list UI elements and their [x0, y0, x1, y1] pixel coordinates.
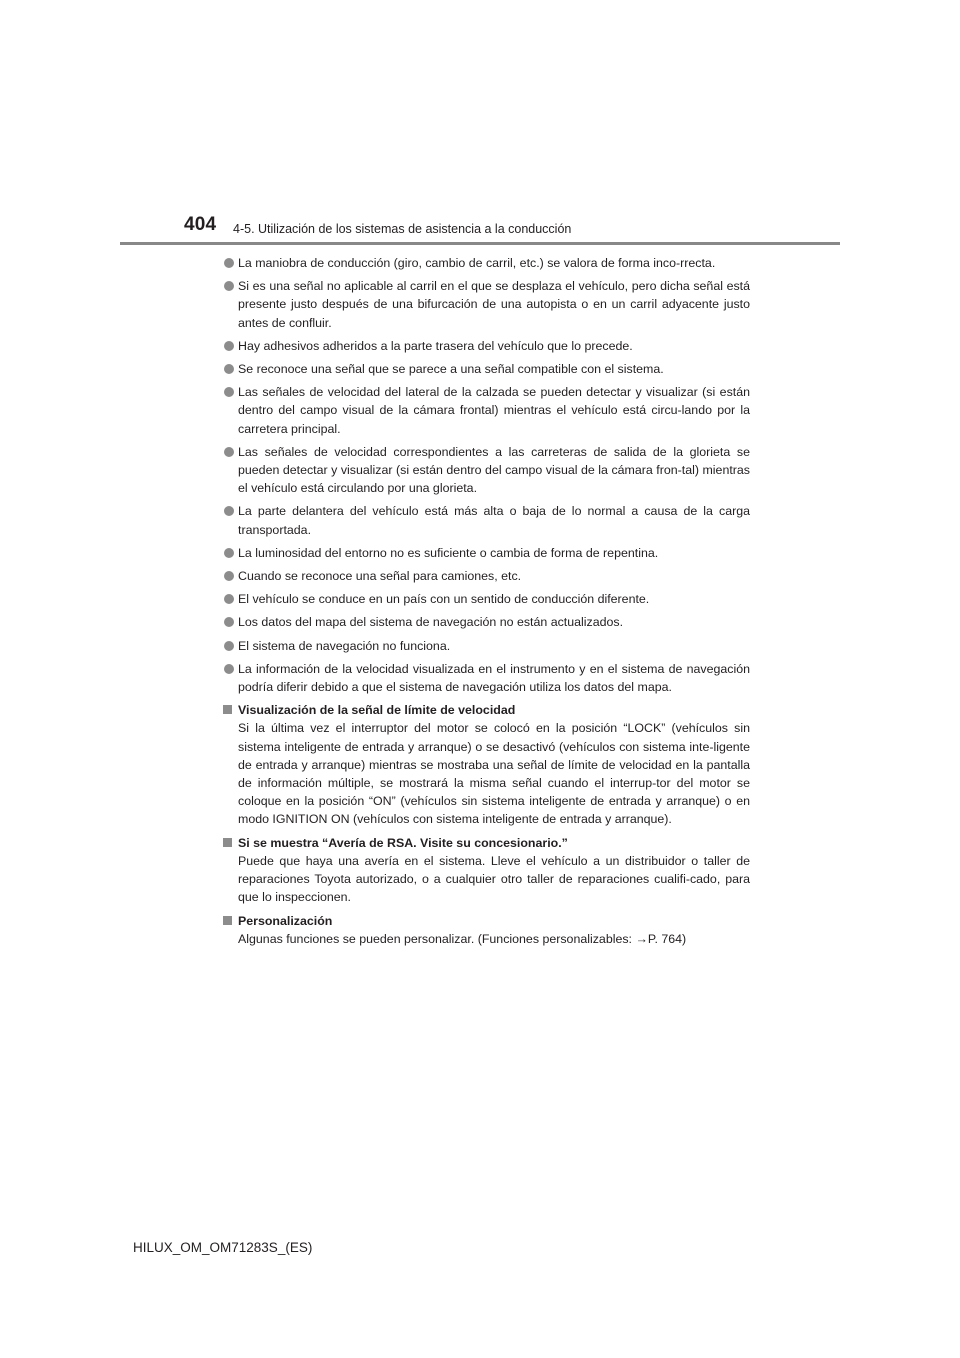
- bullet-text: Cuando se reconoce una señal para camiones, etc.: [238, 569, 522, 584]
- bullet-dot-icon: [224, 617, 234, 627]
- bullet-text: La parte delantera del vehículo está más alta o baja de lo normal a causa de la carga transportada.: [238, 504, 750, 537]
- bullet-item: [222, 360, 750, 378]
- bullet-text: La luminosidad del entorno no es suficiente o cambia de forma de repentina.: [238, 545, 659, 560]
- bullet-text: Las señales de velocidad del lateral de la calzada se pueden detectar y visualizar (si están dentro del campo visual de la cámara frontal) mientras el vehículo está circu-lando por la carretera principal.: [238, 385, 750, 436]
- bullet-item: [222, 383, 750, 438]
- bullet-dot-icon: [224, 281, 234, 291]
- page-content: [222, 254, 750, 953]
- bullet-dot-icon: [224, 571, 234, 581]
- bullet-text: Los datos del mapa del sistema de navegación no están actualizados.: [238, 615, 624, 630]
- bullet-dot-icon: [224, 364, 234, 374]
- bullet-dot-icon: [224, 641, 234, 651]
- bullet-text: Las señales de velocidad correspondientes a las carreteras de salida de la glorieta se pueden detectar y visualizar (si están dentro del campo visual de la cámara fron-tal) mientras el vehículo está circulando por una glorieta.: [238, 444, 750, 496]
- bullet-text: La maniobra de conducción (giro, cambio de carril, etc.) se valora de forma inco-rrecta.: [238, 256, 716, 270]
- square-bullet-icon: [223, 838, 232, 847]
- bullet-text: Hay adhesivos adheridos a la parte trasera del vehículo que lo precede.: [238, 338, 633, 353]
- bullet-item: [222, 544, 750, 562]
- sub-section-body: Puede que haya una avería en el sistema. Lleve el vehículo a un distribuidor o taller de reparaciones Toyota autorizado, o a cualquier otro taller de reparaciones cualifi-cado, para que lo inspeccionen.: [238, 853, 750, 905]
- bullet-text: Se reconoce una señal que se parece a una señal compatible con el sistema.: [238, 362, 664, 377]
- bullet-item: [222, 613, 750, 631]
- bullet-item: [222, 590, 750, 608]
- document-code: HILUX_OM_OM71283S_(ES): [133, 1240, 313, 1255]
- bullet-dot-icon: [224, 594, 234, 604]
- bullet-dot-icon: [224, 664, 234, 674]
- square-bullet-icon: [223, 916, 232, 925]
- bullet-item: [222, 660, 750, 696]
- bullet-dot-icon: [224, 341, 234, 351]
- bullet-item: [222, 443, 750, 498]
- bullet-dot-icon: [224, 258, 234, 268]
- bullet-text: Si es una señal no aplicable al carril en el que se desplaza el vehículo, pero dicha señal está presente justo después de una bifurcación de una autopista o en un carril adyacente justo antes de confluir.: [238, 279, 750, 330]
- bullet-item: [222, 254, 750, 272]
- bullet-dot-icon: [224, 506, 234, 516]
- sub-section-heading: Si se muestra “Avería de RSA. Visite su concesionario.”: [238, 835, 568, 850]
- header-divider: [120, 242, 840, 245]
- bullet-item: [222, 277, 750, 332]
- sub-section-body: Si la última vez el interruptor del motor se colocó en la posición “LOCK” (vehículos sin sistema inteligente de entrada y arranque) o se desactivó (vehículos con sistema inte-ligente de entrada y arranque) mientras se mostraba una señal de límite de velocidad en la pantalla de información múltiple, se mostrará la misma señal cuando el interrup-tor del motor se coloque en la posición “ON” (vehículos sin sistema inteligente de entrada y arranque) o en modo IGNITION ON (vehículos con sistema inteligente de entrada y arranque).: [238, 721, 750, 827]
- sub-section-body: Algunas funciones se pueden personalizar. (Funciones personalizables: →P. 764): [238, 931, 687, 946]
- bullet-item: [222, 502, 750, 538]
- bullet-text: El sistema de navegación no funciona.: [238, 638, 451, 653]
- bullet-text: La información de la velocidad visualizada en el instrumento y en el sistema de navegación podría diferir debido a que el sistema de navegación utiliza los datos del mapa.: [238, 661, 750, 695]
- bullet-dot-icon: [224, 548, 234, 558]
- page-number: 404: [184, 214, 217, 235]
- sub-section-customization: [222, 912, 750, 948]
- sub-section-heading: Visualización de la señal de límite de velocidad: [238, 703, 516, 718]
- bullet-item: [222, 337, 750, 355]
- bullet-dot-icon: [224, 447, 234, 457]
- bullet-text: El vehículo se conduce en un país con un sentido de conducción diferente.: [238, 592, 650, 607]
- section-title: 4-5. Utilización de los sistemas de asistencia a la conducción: [233, 222, 572, 236]
- square-bullet-icon: [223, 705, 232, 714]
- bullet-item: [222, 637, 750, 655]
- bullet-dot-icon: [224, 387, 234, 397]
- bullet-item: [222, 567, 750, 585]
- sub-section-rsa-malfunction: [222, 834, 750, 907]
- sub-section-speed-limit-display: [222, 701, 750, 828]
- sub-section-heading: Personalización: [238, 913, 333, 928]
